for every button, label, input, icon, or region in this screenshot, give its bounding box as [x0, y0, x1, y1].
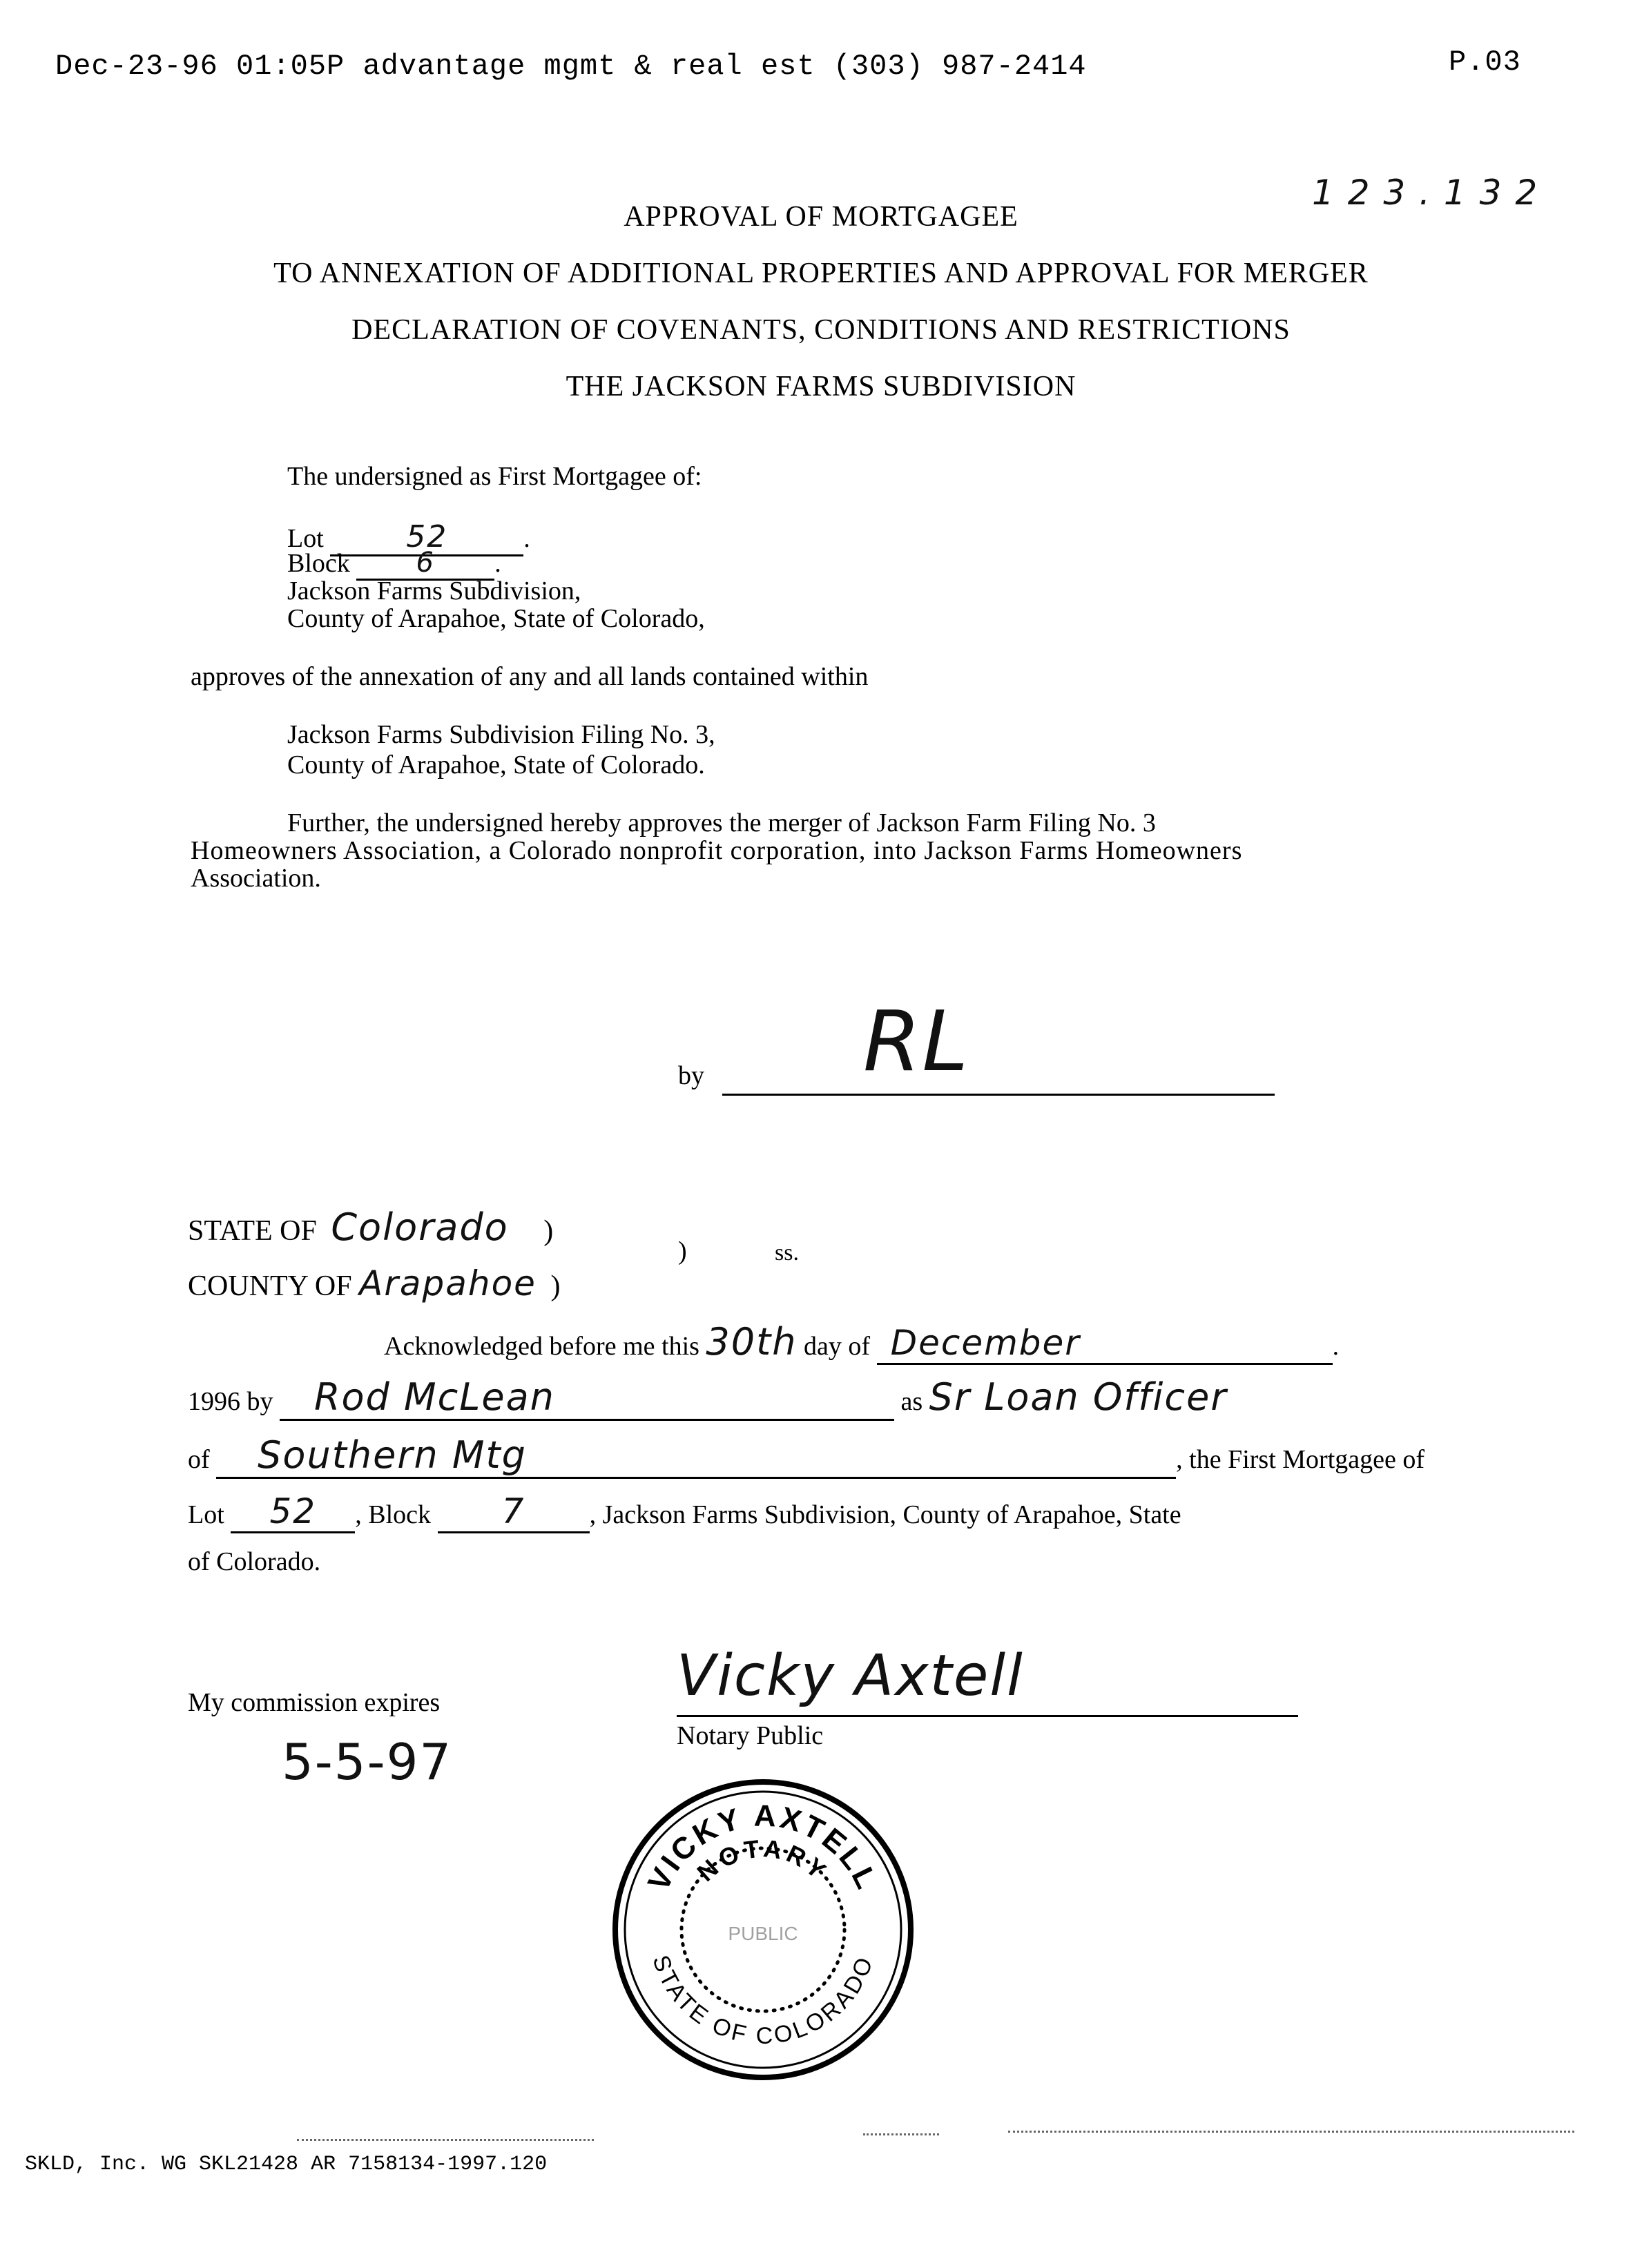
approves-county: County of Arapahoe, State of Colorado.	[287, 750, 705, 779]
ack-day-value: 30th	[706, 1320, 798, 1364]
county-value: Arapahoe	[359, 1263, 537, 1303]
seal-bottom-text: STATE OF COLORADO	[647, 1951, 879, 2050]
year-row	[188, 1375, 1228, 1421]
seal-center-text: PUBLIC	[728, 1923, 798, 1944]
block-value: 6	[356, 547, 494, 581]
seal-middle-text: NOTARY	[691, 1834, 835, 1888]
further-line-3: Association.	[191, 864, 321, 893]
ack-row: Acknowledged before me this 30th day of December .	[384, 1320, 1340, 1364]
intro-subdivision: Jackson Farms Subdivision,	[287, 576, 581, 605]
county-row: COUNTY OF Arapahoe )	[188, 1263, 561, 1303]
ack-year: 1996	[188, 1387, 240, 1416]
ack-as: as	[900, 1387, 923, 1416]
intro-lot-row: Lot 52 .	[287, 519, 530, 556]
ack-name-value: Rod McLean	[280, 1375, 894, 1421]
mortgagee-signature: RL	[863, 994, 970, 1090]
lot-block-row	[188, 1491, 1181, 1533]
ack-lot-label: Lot	[188, 1500, 224, 1529]
intro-block-row: Block 6 .	[287, 547, 501, 581]
approves-text: approves of the annexation of any and all lands contained within	[191, 662, 869, 691]
notary-signature: Vicky Axtell	[677, 1643, 1024, 1709]
title-line-2: TO ANNEXATION OF ADDITIONAL PROPERTIES AND APPROVAL FOR MERGER	[273, 258, 1369, 289]
further-line-2: Homeowners Association, a Colorado nonprofit corporation, into Jackson Farms Homeowners	[191, 836, 1243, 865]
title-line-3: DECLARATION OF COVENANTS, CONDITIONS AND RESTRICTIONS	[351, 314, 1291, 346]
lot-label: Lot	[287, 524, 324, 553]
ack-title-value: Sr Loan Officer	[929, 1375, 1228, 1419]
scan-artifact-line	[863, 2133, 939, 2135]
ack-company-value: Southern Mtg	[216, 1433, 1176, 1479]
state-row: STATE OF Colorado )	[188, 1205, 554, 1249]
seal-top-text: VICKY AXTELL	[641, 1799, 885, 1897]
title-line-4: THE JACKSON FARMS SUBDIVISION	[566, 371, 1076, 403]
ack-prefix: Acknowledged before me this	[384, 1332, 699, 1361]
state-value: Colorado	[331, 1205, 509, 1249]
ack-first-mortgagee: , the First Mortgagee of	[1176, 1445, 1425, 1474]
ack-block-value: 7	[438, 1491, 590, 1533]
state-label: STATE OF	[188, 1215, 317, 1247]
scan-artifact-line	[1008, 2131, 1574, 2133]
ack-month-value: December	[877, 1323, 1333, 1365]
fax-header-line: Dec-23-96 01:05P advantage mgmt & real est (303) 987-2414	[55, 50, 1087, 83]
ack-block-label: , Block	[355, 1500, 432, 1529]
block-label: Block	[287, 549, 350, 578]
commission-value: 5-5-97	[282, 1733, 453, 1791]
intro-text: The undersigned as First Mortgagee of:	[287, 462, 702, 491]
signature-line	[722, 1094, 1275, 1096]
notary-public-label: Notary Public	[677, 1721, 824, 1750]
fax-page-number: P.03	[1449, 46, 1521, 79]
commission-label: My commission expires	[188, 1688, 441, 1717]
intro-county: County of Arapahoe, State of Colorado,	[287, 604, 705, 633]
ss-label: ss.	[775, 1240, 799, 1266]
title-line-1: APPROVAL OF MORTGAGEE	[624, 201, 1018, 233]
ack-lot-suffix: , Jackson Farms Subdivision, County of Arapahoe, State	[589, 1500, 1181, 1529]
company-row	[188, 1433, 1424, 1479]
county-label: COUNTY OF	[188, 1270, 352, 1302]
scan-artifact-line	[297, 2139, 594, 2141]
ack-by: by	[247, 1387, 273, 1416]
footer-record-id: SKLD, Inc. WG SKL21428 AR 7158134-1997.120	[25, 2153, 548, 2176]
notary-signature-line	[677, 1715, 1298, 1717]
approves-filing: Jackson Farms Subdivision Filing No. 3,	[287, 720, 715, 749]
handwritten-reference-number: 1 2 3 . 1 3 2	[1312, 173, 1539, 213]
ack-day-of: day of	[804, 1332, 871, 1361]
ack-lot-value: 52	[231, 1491, 355, 1533]
notary-seal	[608, 1774, 918, 2085]
lot-value: 52	[330, 519, 523, 556]
ack-of-colorado: of Colorado.	[188, 1547, 321, 1576]
by-label: by	[678, 1061, 704, 1090]
further-line-1: Further, the undersigned hereby approves the merger of Jackson Farm Filing No. 3	[287, 808, 1156, 837]
ack-of: of	[188, 1445, 210, 1474]
document-page: Dec-23-96 01:05P advantage mgmt & real est (303) 987-2414 P.03 1 2 3 . 1 3 2 APPROVAL OF MORTGAGEE TO ANNEXATION OF ADDITIONAL PROPERTIES AND APPROVAL FOR MERGER DECLARATION OF COVENANTS, CONDITIONS AND RESTRICTIONS THE JACKSON FARMS SUBDIVISION The undersigned as First Mortgagee of: Lot 52 . Block 6 . Jackson Farms Subdivision, County of Arapahoe, State of Colorado, approves of the annexation of any and all lands contained within Jackson Farms Subdivision Filing No. 3, County of Arapahoe, State of Colorado. Further, the undersigned hereby approves the merger of Jackson Farm Filing No. 3 Homeowners Association, a Colorado nonprofit corporation, into Jackson Farms Homeowners Association. by RL STATE OF Colorado ) ) ss. COUNTY OF Arapahoe ) Acknowledged before me this 30th day of December . 1996 by Rod McLean as Sr Loan Officer of Southern Mtg , the First Mortgagee of Lot 52 , Block 7 , Jackson Farms Subdivision, County of Arapahoe, State of Colorado. My commission expires 5-5-97 Vicky Axtell Notary Public VICKY AXTELL NOTARY PUBLIC STATE OF COLORADO SKLD, Inc. WG SKL21428 AR 7158134-1997.120	[0, 0, 1642, 2268]
